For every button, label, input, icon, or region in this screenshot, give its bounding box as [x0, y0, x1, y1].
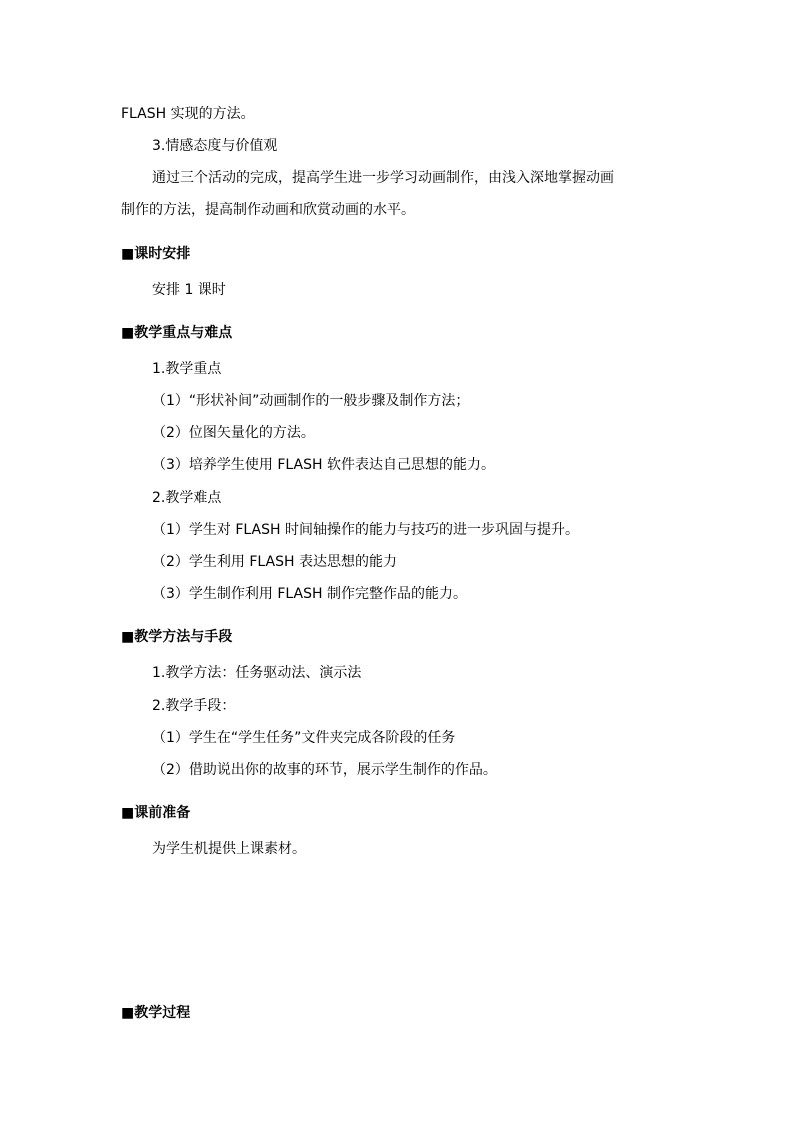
- section-heading-schedule: ■课时安排: [121, 246, 191, 262]
- text-line: 为学生机提供上课素材。: [152, 841, 306, 857]
- list-item: （3）学生制作利用 FLASH 制作完整作品的能力。: [152, 586, 467, 602]
- text-line: 制作的方法，提高制作动画和欣赏动画的水平。: [121, 202, 415, 218]
- subsection-label: 2.教学难点: [152, 490, 222, 506]
- list-item: （2）学生利用 FLASH 表达思想的能力: [152, 554, 397, 570]
- subsection-label: 3.情感态度与价值观: [152, 138, 278, 154]
- subsection-label: 1.教学重点: [152, 361, 222, 377]
- text-line: FLASH 实现的方法。: [121, 106, 255, 122]
- section-heading-process: ■教学过程: [121, 1005, 191, 1021]
- list-item: （3）培养学生使用 FLASH 软件表达自己思想的能力。: [152, 457, 495, 473]
- section-heading-methods: ■教学方法与手段: [121, 629, 233, 645]
- list-item: （2）借助说出你的故事的环节，展示学生制作的作品。: [152, 762, 497, 778]
- subsection-label: 2.教学手段：: [152, 698, 236, 714]
- text-line: 通过三个活动的完成，提高学生进一步学习动画制作，由浅入深地掌握动画: [152, 170, 614, 186]
- subsection-label: 1.教学方法：任务驱动法、演示法: [152, 665, 362, 681]
- list-item: （2）位图矢量化的方法。: [152, 425, 315, 441]
- list-item: （1）学生对 FLASH 时间轴操作的能力与技巧的进一步巩固与提升。: [152, 522, 579, 538]
- section-heading-key-points: ■教学重点与难点: [121, 325, 233, 341]
- section-heading-preparation: ■课前准备: [121, 805, 191, 821]
- list-item: （1）“形状补间”动画制作的一般步骤及制作方法；: [152, 393, 470, 409]
- list-item: （1）学生在“学生任务”文件夹完成各阶段的任务: [152, 730, 456, 746]
- text-line: 安排 1 课时: [152, 282, 226, 298]
